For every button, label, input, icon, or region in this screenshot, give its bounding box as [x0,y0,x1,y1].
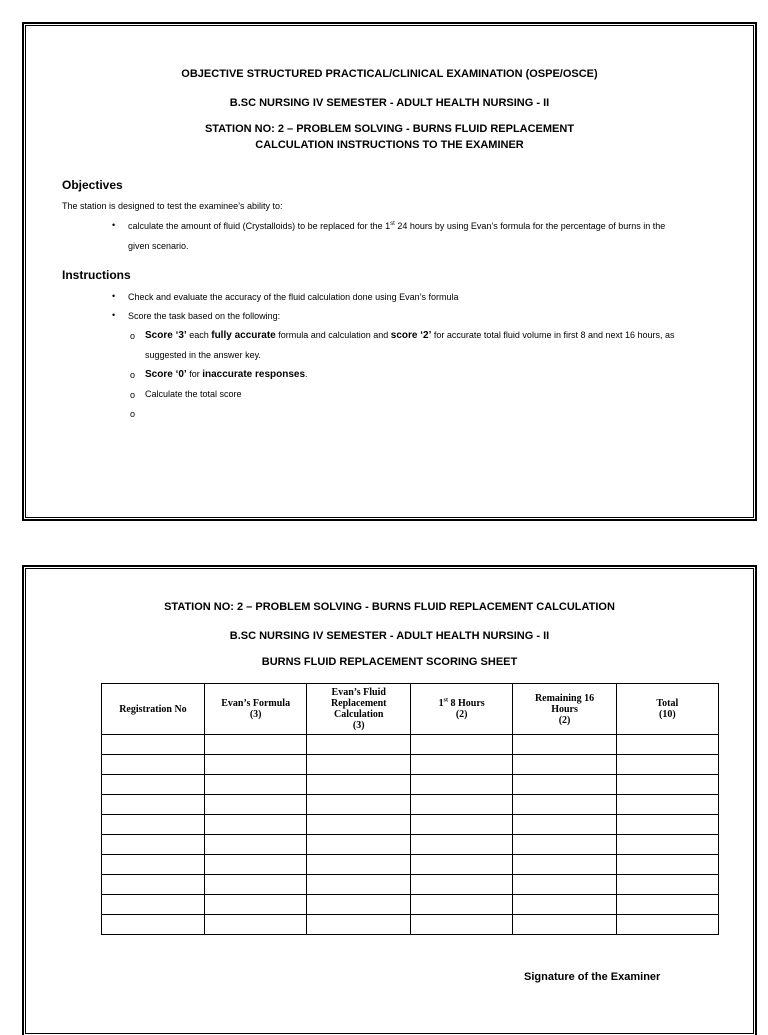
sub-bullet-marker: o [130,409,136,419]
score-cell[interactable] [307,755,411,775]
score-cell[interactable] [411,835,513,855]
exam-title: OBJECTIVE STRUCTURED PRACTICAL/CLINICAL EXAMINATION (OSPE/OSCE) [181,68,598,80]
station-title: STATION NO: 2 – PROBLEM SOLVING - BURNS FLUID REPLACEMENT [204,123,575,135]
score-cell[interactable] [616,835,718,855]
score-cell[interactable] [411,915,513,935]
score-cell[interactable] [204,795,307,815]
score-cell[interactable] [204,915,307,935]
instruction-item: Check and evaluate the accuracy of the fluid calculation done using Evan’s formula [128,292,459,302]
score-cell[interactable] [102,915,205,935]
sub-bullet-marker: o [130,331,136,341]
scoring-table [101,683,719,935]
bullet-marker: • [112,291,116,301]
bullet-marker: • [112,220,116,230]
score-cell[interactable] [411,895,513,915]
course-title: B.SC NURSING IV SEMESTER - ADULT HEALTH NURSING - II [229,630,550,642]
score-cell[interactable] [616,735,718,755]
score-cell[interactable] [513,895,616,915]
score-cell[interactable] [204,835,307,855]
table-row [102,735,719,755]
table-row [102,775,719,795]
score-cell[interactable] [616,775,718,795]
score-cell[interactable] [411,735,513,755]
bullet-marker: • [112,310,116,320]
score-cell[interactable] [307,835,411,855]
scoring-sheet-panel [22,565,757,1035]
sub-bullet-marker: o [130,390,136,400]
col-first-8-hours: 1st 8 Hours (2) [411,684,513,735]
objectives-heading: Objectives [62,178,123,192]
table-row [102,915,719,935]
score-cell[interactable] [307,855,411,875]
score-cell[interactable] [411,875,513,895]
sub-bullet-marker: o [130,370,136,380]
score-cell[interactable] [307,815,411,835]
score-cell[interactable] [513,915,616,935]
score-cell[interactable] [307,775,411,795]
objectives-intro: The station is designed to test the examinee’s ability to: [62,201,283,211]
score-cell[interactable] [102,795,205,815]
col-registration-no: Registration No [102,684,205,735]
score-cell[interactable] [307,795,411,815]
score-cell[interactable] [513,875,616,895]
score-cell[interactable] [616,755,718,775]
table-row [102,875,719,895]
score-cell[interactable] [411,815,513,835]
score-cell[interactable] [616,795,718,815]
score-cell[interactable] [616,815,718,835]
score-cell[interactable] [513,735,616,755]
score-cell[interactable] [102,835,205,855]
sub-instruction-item: Calculate the total score [145,389,242,399]
col-evans-formula: Evan’s Formula (3) [204,684,307,735]
score-cell[interactable] [204,815,307,835]
course-title: B.SC NURSING IV SEMESTER - ADULT HEALTH NURSING - II [229,97,550,109]
score-cell[interactable] [102,895,205,915]
score-cell[interactable] [513,855,616,875]
score-cell[interactable] [204,895,307,915]
score-cell[interactable] [616,855,718,875]
score-cell[interactable] [102,775,205,795]
score-cell[interactable] [204,735,307,755]
score-cell[interactable] [204,775,307,795]
score-cell[interactable] [616,895,718,915]
score-cell[interactable] [411,755,513,775]
station-title: STATION NO: 2 – PROBLEM SOLVING - BURNS FLUID REPLACEMENT CALCULATION [164,601,615,613]
sheet-title: BURNS FLUID REPLACEMENT SCORING SHEET [261,656,518,668]
score-cell[interactable] [616,915,718,935]
score-cell[interactable] [307,735,411,755]
score-cell[interactable] [616,875,718,895]
score-cell[interactable] [307,895,411,915]
score-cell[interactable] [411,775,513,795]
instruction-item: Score the task based on the following: [128,311,281,321]
score-cell[interactable] [411,795,513,815]
col-fluid-calculation: Evan’s Fluid Replacement Calculation (3) [307,684,411,735]
score-cell[interactable] [204,855,307,875]
score-cell[interactable] [102,755,205,775]
examiner-signature-label: Signature of the Examiner [524,971,661,983]
sub-instruction-item: Score ‘3’ each fully accurate formula and calculation and score ‘2’ for accurate total fluid volume in first 8 and next 16 hours, as [145,330,675,341]
table-row [102,895,719,915]
col-remaining-16-hours: Remaining 16 Hours (2) [513,684,616,735]
score-cell[interactable] [204,875,307,895]
score-cell[interactable] [102,875,205,895]
table-row [102,755,719,775]
score-cell[interactable] [307,915,411,935]
table-header-row [102,684,719,735]
instructions-heading: Instructions [62,268,131,282]
col-total: Total (10) [616,684,718,735]
score-cell[interactable] [307,875,411,895]
table-row [102,795,719,815]
sub-instruction-item-cont: suggested in the answer key. [145,350,261,360]
station-subtitle: CALCULATION INSTRUCTIONS TO THE EXAMINER [255,139,524,151]
score-cell[interactable] [102,815,205,835]
objective-item: calculate the amount of fluid (Crystalloids) to be replaced for the 1st 24 hours by using Evan’s formula for the percentage of burns in the [128,221,666,231]
score-cell[interactable] [411,855,513,875]
score-cell[interactable] [513,775,616,795]
score-cell[interactable] [513,815,616,835]
score-cell[interactable] [513,755,616,775]
score-cell[interactable] [513,835,616,855]
score-cell[interactable] [204,755,307,775]
table-row [102,815,719,835]
score-cell[interactable] [513,795,616,815]
sub-instruction-item: Score ‘0’ for inaccurate responses. [145,369,308,380]
objective-item-cont: given scenario. [128,241,189,251]
instructions-panel [22,22,757,521]
score-cell[interactable] [102,855,205,875]
table-row [102,855,719,875]
score-cell[interactable] [102,735,205,755]
table-row [102,835,719,855]
